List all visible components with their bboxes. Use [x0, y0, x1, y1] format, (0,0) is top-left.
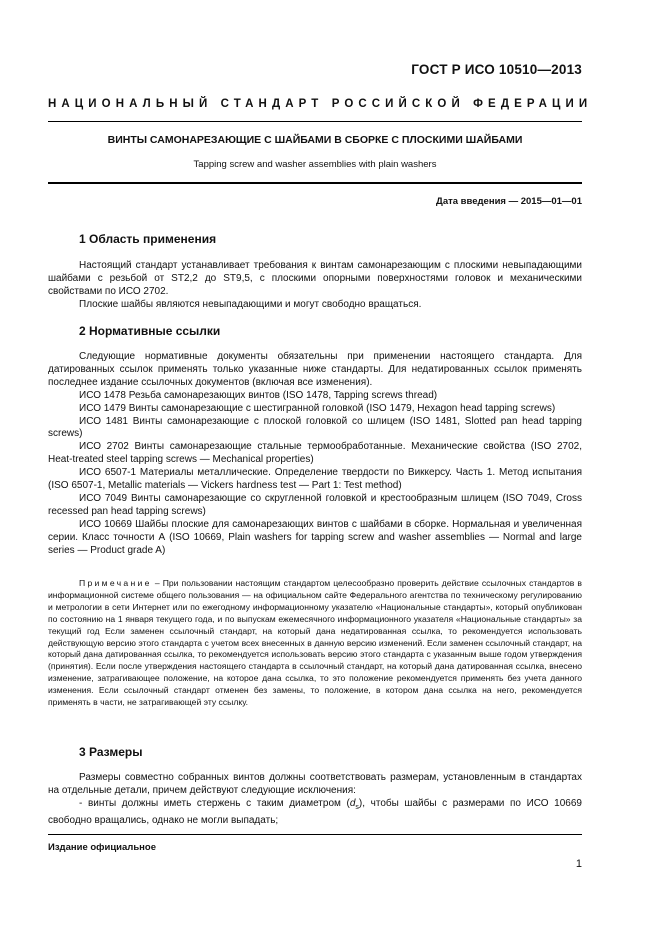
footer-divider	[48, 834, 582, 835]
section-2-heading: 2 Нормативные ссылки	[79, 324, 221, 338]
diameter-symbol: d	[349, 797, 356, 809]
header-divider	[48, 121, 582, 122]
page-number: 1	[575, 858, 582, 870]
paragraph: Следующие нормативные документы обязательны при применении настоящего стандарта. Для датированных ссылок применять только указанные ниже стандарты. Для недатированных ссылок применять последнее издание ссылочных документов (включая все изменения).	[48, 351, 582, 388]
introduction-date: Дата введения — 2015—01—01	[436, 196, 582, 207]
section-3-body	[48, 772, 582, 828]
reference-item: ИСО 10669 Шайбы плоские для самонарезающих винтов с шайбами в сборке. Нормальная и увеличенная серии. Класс точности А (ISO 10669, Plain washers for tapping screw and washer assemblies — Normal and large series — Product grade A)	[48, 518, 582, 556]
section-2-note	[48, 578, 582, 709]
reference-item: ИСО 2702 Винты самонарезающие стальные термообработанные. Механические свойства (ISO 2702, Heat-treated steel tapping screws — Mechanical properties)	[48, 441, 582, 466]
reference-item: ИСО 6507-1 Материалы металлические. Определение твердости по Виккерсу. Часть 1. Метод испытания (ISO 6507-1, Metallic materials — Vickers hardness test — Part 1: Test method)	[48, 467, 582, 492]
reference-item: ИСО 7049 Винты самонарезающие со скругленной головкой и крестообразным шлицем (ISO 7049, Cross recessed pan head tapping screws)	[48, 492, 582, 517]
title-divider	[48, 182, 582, 184]
section-2-body	[48, 351, 582, 558]
diameter-subscript: s	[355, 803, 359, 811]
reference-item: ИСО 1478 Резьба самонарезающих винтов (ISO 1478, Tapping screws thread)	[79, 389, 438, 401]
section-3-heading: 3 Размеры	[79, 745, 143, 759]
bullet-item: - винты должны иметь стержень с таким диаметром $(d_s)$, чтобы шайбы с размерами по ИСО 10669 свободно вращались, однако не могли выпадать;	[48, 797, 582, 826]
title-english: Tapping screw and washer assemblies with plain washers	[193, 159, 437, 170]
reference-item: ИСО 1479 Винты самонарезающие с шестигранной головкой (ISO 1479, Hexagon head tapping screws)	[79, 402, 556, 414]
section-1-body	[48, 260, 582, 312]
edition-label: Издание официальное	[48, 842, 156, 853]
section-1-heading: 1 Область применения	[79, 232, 217, 246]
standard-code: ГОСТ Р ИСО 10510—2013	[411, 62, 582, 77]
note-label: Примечание	[79, 578, 152, 588]
reference-item: ИСО 1481 Винты самонарезающие с плоской головкой со шлицем (ISO 1481, Slotted pan head tapping screws)	[48, 415, 582, 440]
paragraph: Размеры совместно собранных винтов должны соответствовать размерам, установленным в стандартах на отдельные детали, причем действуют следующие исключения:	[48, 772, 582, 796]
national-standard-banner: НАЦИОНАЛЬНЫЙ СТАНДАРТ РОССИЙСКОЙ ФЕДЕРАЦИИ	[48, 98, 593, 110]
title-russian: ВИНТЫ САМОНАРЕЗАЮЩИЕ С ШАЙБАМИ В СБОРКЕ С ПЛОСКИМИ ШАЙБАМИ	[107, 134, 523, 146]
paragraph: Плоские шайбы являются невыпадающими и могут свободно вращаться.	[79, 298, 422, 310]
paragraph: Настоящий стандарт устанавливает требования к винтам самонарезающим с плоскими невыпадающими шайбами с резьбой от ST2,2 до ST9,5, с плоскими опорными поверхностями головок и механическими свойствами по ИСО 2702.	[48, 260, 582, 297]
note-text: – При пользовании настоящим стандартом целесообразно проверить действие ссылочных стандартов в информационной системе общего пользования — на официальном сайте Федерального агентства по техническому регулированию и метрологии в сети Интернет или по ежегодному информационному указателю «Национальные стандарты», который опубликован по состоянию на 1 января текущего года, и по выпускам ежемесячного информационного указателя «Национальные стандарты» за текущий год Если заменен ссылочный стандарт, на который дана недатированная ссылка, то рекомендуется использовать действующую версию этого стандарта с учетом всех внесенных в данную версию изменений. Если заменен ссылочный стандарт, на который дана датированная ссылка, то рекомендуется использовать версию этого стандарта с указанным выше годом утверждения (принятия). Если после утверждения настоящего стандарта в ссылочный стандарт, на который дана датированная ссылка, внесено изменение, затрагивающее положение, на которое дана ссылка, то это положение рекомендуется применять без учета данного изменения. Если ссылочный стандарт отменен без замены, то положение, в котором дана ссылка на него, рекомендуется применять в части, не затрагивающей эту ссылку.	[48, 578, 582, 708]
